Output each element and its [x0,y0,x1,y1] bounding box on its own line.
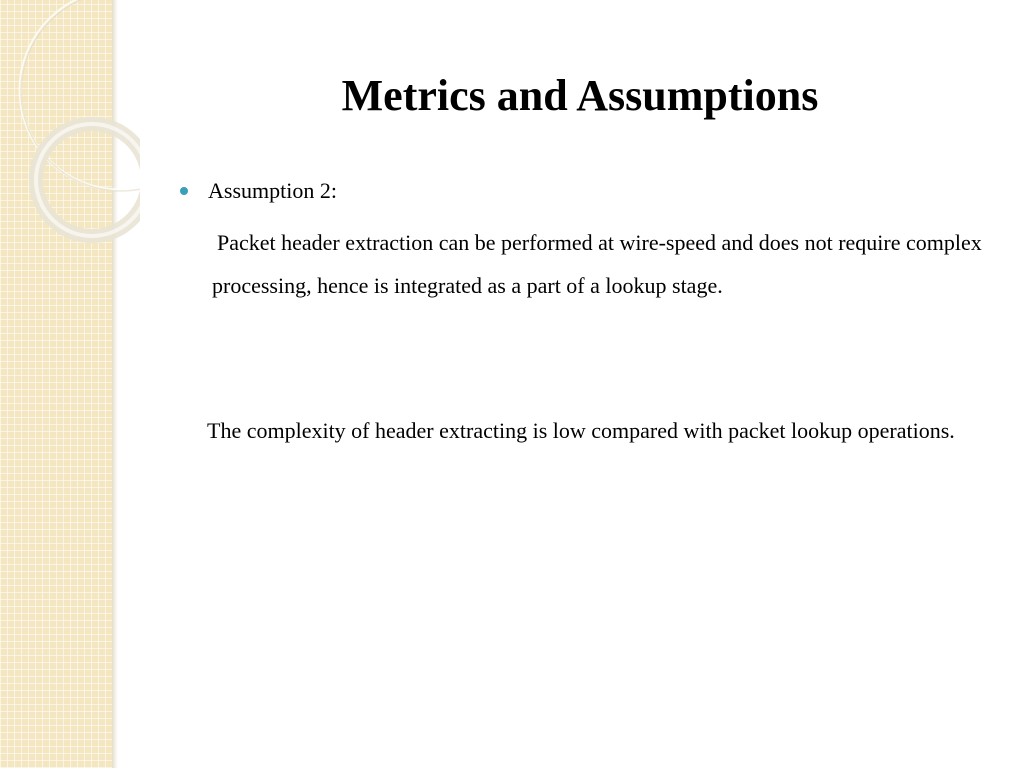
bullet-dot-icon [180,187,188,195]
bullet-item [180,176,337,206]
bullet-text: Assumption 2: [208,178,337,203]
complexity-paragraph: The complexity of header extracting is low compared with packet lookup operations. [207,418,955,443]
assumption-paragraph: Packet header extraction can be performed at wire-speed and does not require complex processing, hence is integrated as a part of a lookup stage. [212,230,982,298]
decorative-rings [0,0,140,260]
slide-title: Metrics and Assumptions [341,71,819,120]
